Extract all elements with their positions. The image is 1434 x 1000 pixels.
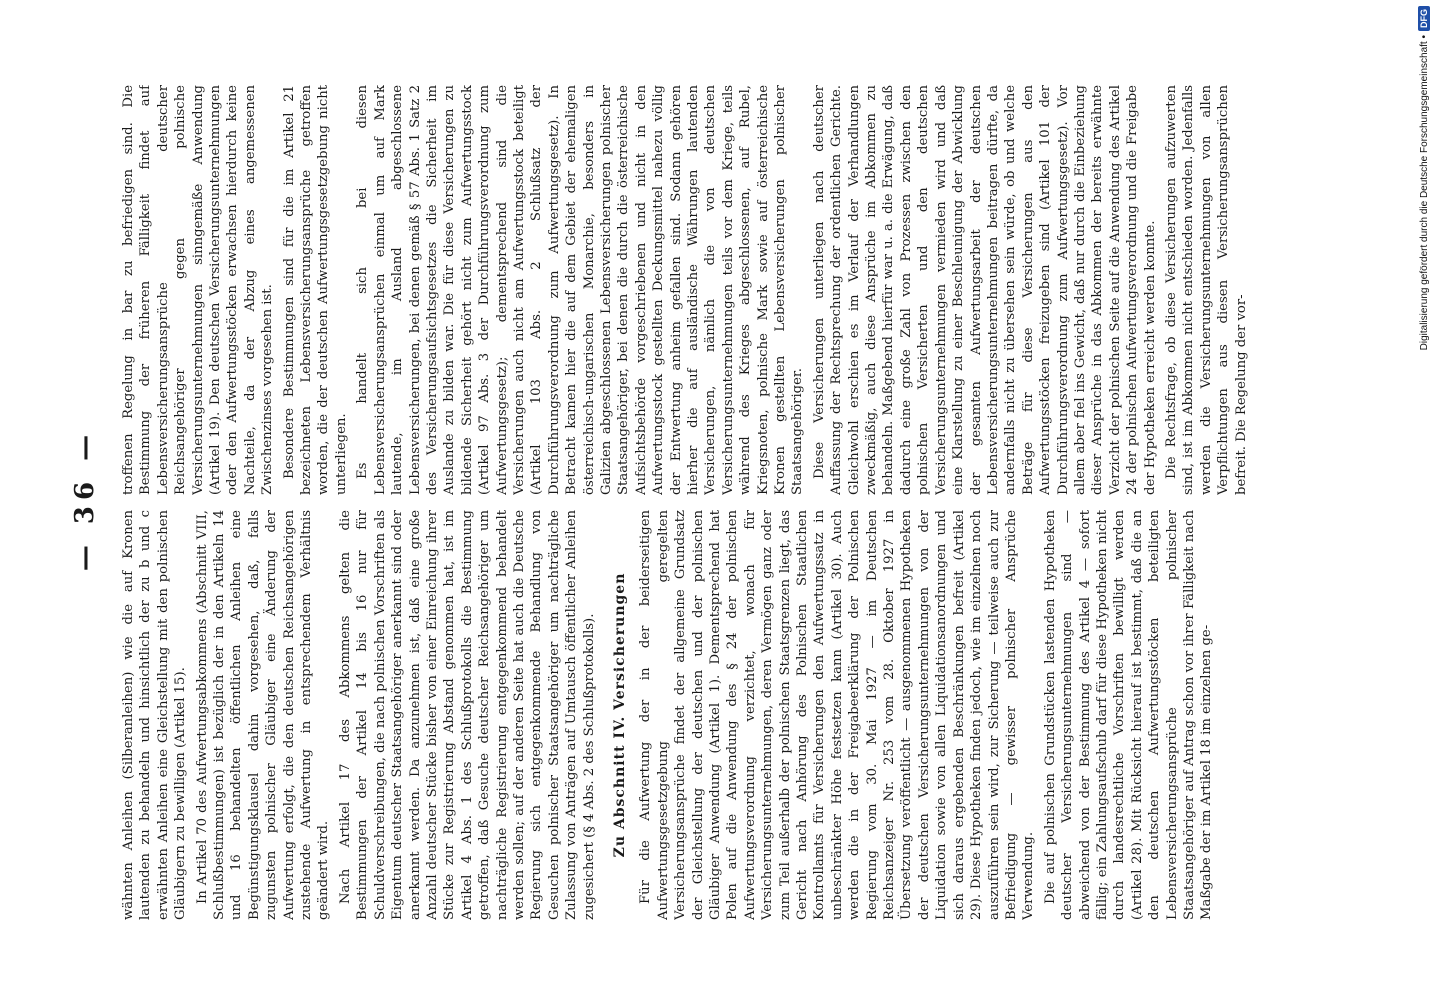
paragraph: In Artikel 70 des Aufwertungsabkommens (Abschnitt VIII, Schlußbestimmungen) ist bezüglich der in den Artikeln 14 und 16 behandelten öffentlichen Anleihen eine Begünstigungsklausel dahin vorgesehen, daß, falls zugunsten polnischer Gläubiger eine Änderung der Aufwertung erfolgt, die den deutschen Reichsangehörigen zustehende Aufwertung in entsprechendem Verhältnis geändert wird.	[194, 510, 332, 920]
paragraph: Besondere Bestimmungen sind für die im Artikel 21 bezeichneten Lebensversicherungsansprüche getroffen worden, die der deutschen Aufwertungsgesetzgebung nicht unterliegen.	[281, 85, 349, 495]
digitization-credit-sidebar	[1414, 0, 1434, 1000]
digitization-credit	[1414, 0, 1434, 1000]
dfg-logo-icon: DFG	[1418, 6, 1430, 31]
paragraph: Für die Aufwertung der in der beiderseitigen Aufwertungsgesetzgebung geregelten Versicherungsansprüche findet der allgemeine Grundsatz der Gleichstellung der deutschen und der polnischen Gläubiger Anwendung (Artikel 1). Dementsprechend hat Polen auf die Anwendung des § 24 der polnischen Aufwertungsverordnung verzichtet, wonach für Versicherungsunternehmungen, deren Vermögen ganz oder zum Teil außerhalb der polnischen Staatsgrenzen liegt, das Gericht nach Anhörung des Polnischen Staatlichen Kontrollamts für Versicherungen den Aufwertungssatz in unbeschränkter Höhe festsetzen kann (Artikel 30). Auch werden die in der Freigabeerklärung der Polnischen Regierung vom 30. Mai 1927 — im Deutschen Reichsanzeiger Nr. 253 vom 28. Oktober 1927 in Übersetzung veröffentlicht — ausgenommenen Hypotheken der deutschen Versicherungsunternehmungen von der Liquidation sowie von allen Liquidationsanordnungen und sich daraus ergebenden Beschränkungen befreit (Artikel 29). Diese Hypotheken finden jedoch, wie im einzelnen noch auszuführen sein wird, zur Sicherung — teilweise auch zur Befriedigung — gewisser polnischer Ansprüche Verwendung.	[638, 510, 1037, 920]
paragraph: wähnten Anleihen (Silberanleihen) wie die auf Kronen lautenden zu behandeln und hinsichtlich der zu b und c erwähnten Anleihen eine Gleichstellung mit den polnischen Gläubigern zu bewilligen (Artikel 15).	[121, 510, 189, 920]
credit-text: Digitalisierung gefördert durch die Deutsche Forschungsgemeinschaft •	[1418, 35, 1430, 351]
paragraph: Es handelt sich bei diesen Lebensversicherungsansprüchen einmal um auf Mark lautende, im Ausland abgeschlossene Lebensversicherungen, bei denen gemäß § 57 Abs. 1 Satz 2 des Versicherungsaufsichtsgesetzes die Sicherheit im Auslande zu bilden war. Die für diese Versicherungen zu bildende Sicherheit gehört nicht zum Aufwertungsstock (Artikel 97 Abs. 3 der Durchführungsverordnung zum Aufwertungsgesetz); dementsprechend sind die Versicherungen auch nicht am Aufwertungsstock beteiligt (Artikel 103 Abs. 2 Schlußsatz der Durchführungsverordnung zum Aufwertungsgesetz). In Betracht kamen hier die auf dem Gebiet der ehemaligen österreichisch-ungarischen Monarchie, besonders in Galizien abgeschlossenen Lebensversicherungen polnischer Staatsangehöriger, bei denen die durch die österreichische Aufsichtsbehörde vorgeschriebenen und nicht in den Aufwertungsstock gestellten Deckungsmittel nahezu völlig der Entwertung anheim gefallen sind. Sodann gehören hierher die auf ausländische Währungen lautenden Versicherungen, nämlich die von deutschen Versicherungsunternehmungen teils vor dem Kriege, teils während des Krieges abgeschlossenen, auf Rubel, Kriegsnoten, polnische Mark sowie auf österreichische Kronen gestellten Lebensversicherungen polnischer Staatsangehöriger.	[355, 85, 806, 495]
paragraph: Die Rechtsfrage, ob diese Versicherungen aufzuwerten sind, ist im Abkommen nicht entschieden worden. Jedenfalls werden die Versicherungsunternehmungen von allen Verpflichtungen aus diesen Versicherungsansprüchen befreit. Die Regelung der vor-	[1163, 85, 1249, 495]
paragraph: Diese Versicherungen unterliegen nach deutscher Auffassung der Rechtsprechung der ordentlichen Gerichte. Gleichwohl erschien es im Verlauf der Verhandlungen zweckmäßig, auch diese Ansprüche im Abkommen zu behandeln. Maßgebend hierfür war u. a. die Erwägung, daß dadurch eine große Zahl von Prozessen zwischen den polnischen Versicherten und den deutschen Versicherungsunternehmungen vermieden wird und daß eine Klarstellung zu einer Beschleunigung der Abwicklung der gesamten Aufwertungsarbeit der deutschen Lebensversicherungsunternehmungen beitragen dürfte, da andernfalls nicht zu übersehen sein würde, ob und welche Beträge für diese Versicherungen aus den Aufwertungsstöcken freizugeben sind (Artikel 101 der Durchführungsverordnung zum Aufwertungsgesetz). Vor allem aber fiel ins Gewicht, daß nur durch die Einbeziehung dieser Ansprüche in das Abkommen der bereits erwähnte Verzicht der polnischen Seite auf die Anwendung des Artikel 24 der polnischen Aufwertungsverordnung und die Freigabe der Hypotheken erreicht werden konnte.	[811, 85, 1158, 495]
paragraph: Nach Artikel 17 des Abkommens gelten die Bestimmungen der Artikel 14 bis 16 nur für Schuldverschreibungen, die nach polnischen Vorschriften als Eigentum deutscher Staatsangehöriger anerkannt sind oder anerkannt werden. Da anzunehmen ist, daß eine große Anzahl deutscher Stücke bisher von einer Einreichung ihrer Stücke zur Registrierung Abstand genommen hat, ist im Artikel 4 Abs. 1 des Schlußprotokolls die Bestimmung getroffen, daß Gesuche deutscher Reichsangehöriger um nachträgliche Registrierung entgegenkommend behandelt werden sollen; auf der anderen Seite hat auch die Deutsche Regierung sich entgegenkommende Behandlung von Gesuchen polnischer Staatsangehöriger um nachträgliche Zulassung von Anträgen auf Umtausch öffentlicher Anleihen zugesichert (§ 4 Abs. 2 des Schlußprotokolls).	[337, 510, 597, 920]
page-number: — 36 —	[70, 428, 100, 572]
right-column	[120, 85, 1300, 495]
left-column	[120, 510, 1300, 920]
paragraph: troffenen Regelung in bar zu befriedigen sind. Die Bestimmung der früheren Fälligkeit findet auf Lebensversicherungsansprüche deutscher Reichsangehöriger gegen polnische Versicherungsunternehmungen sinngemäße Anwendung (Artikel 19). Den deutschen Versicherungsunternehmungen oder den Aufwertungsstöcken erwachsen hierdurch keine Nachteile, da der Abzug eines angemessenen Zwischenzinses vorgesehen ist.	[121, 85, 276, 495]
section-heading: Zu Abschnitt IV. Versicherungen	[611, 572, 628, 858]
paragraph: Die auf polnischen Grundstücken lastenden Hypotheken deutscher Versicherungsunternehmungen sind — abweichend von der Bestimmung des Artikel 4 — sofort fällig; ein Zahlungsaufschub darf für diese Hypotheken nicht durch landesrechtliche Vorschriften bewilligt werden (Artikel 28). Mit Rücksicht hierauf ist bestimmt, daß die an den deutschen Aufwertungsstöcken beteiligten Lebensversicherungsansprüche polnischer Staatsangehöriger auf Antrag schon vor ihrer Fälligkeit nach Maßgabe der im Artikel 18 im einzelnen ge-	[1042, 510, 1215, 920]
